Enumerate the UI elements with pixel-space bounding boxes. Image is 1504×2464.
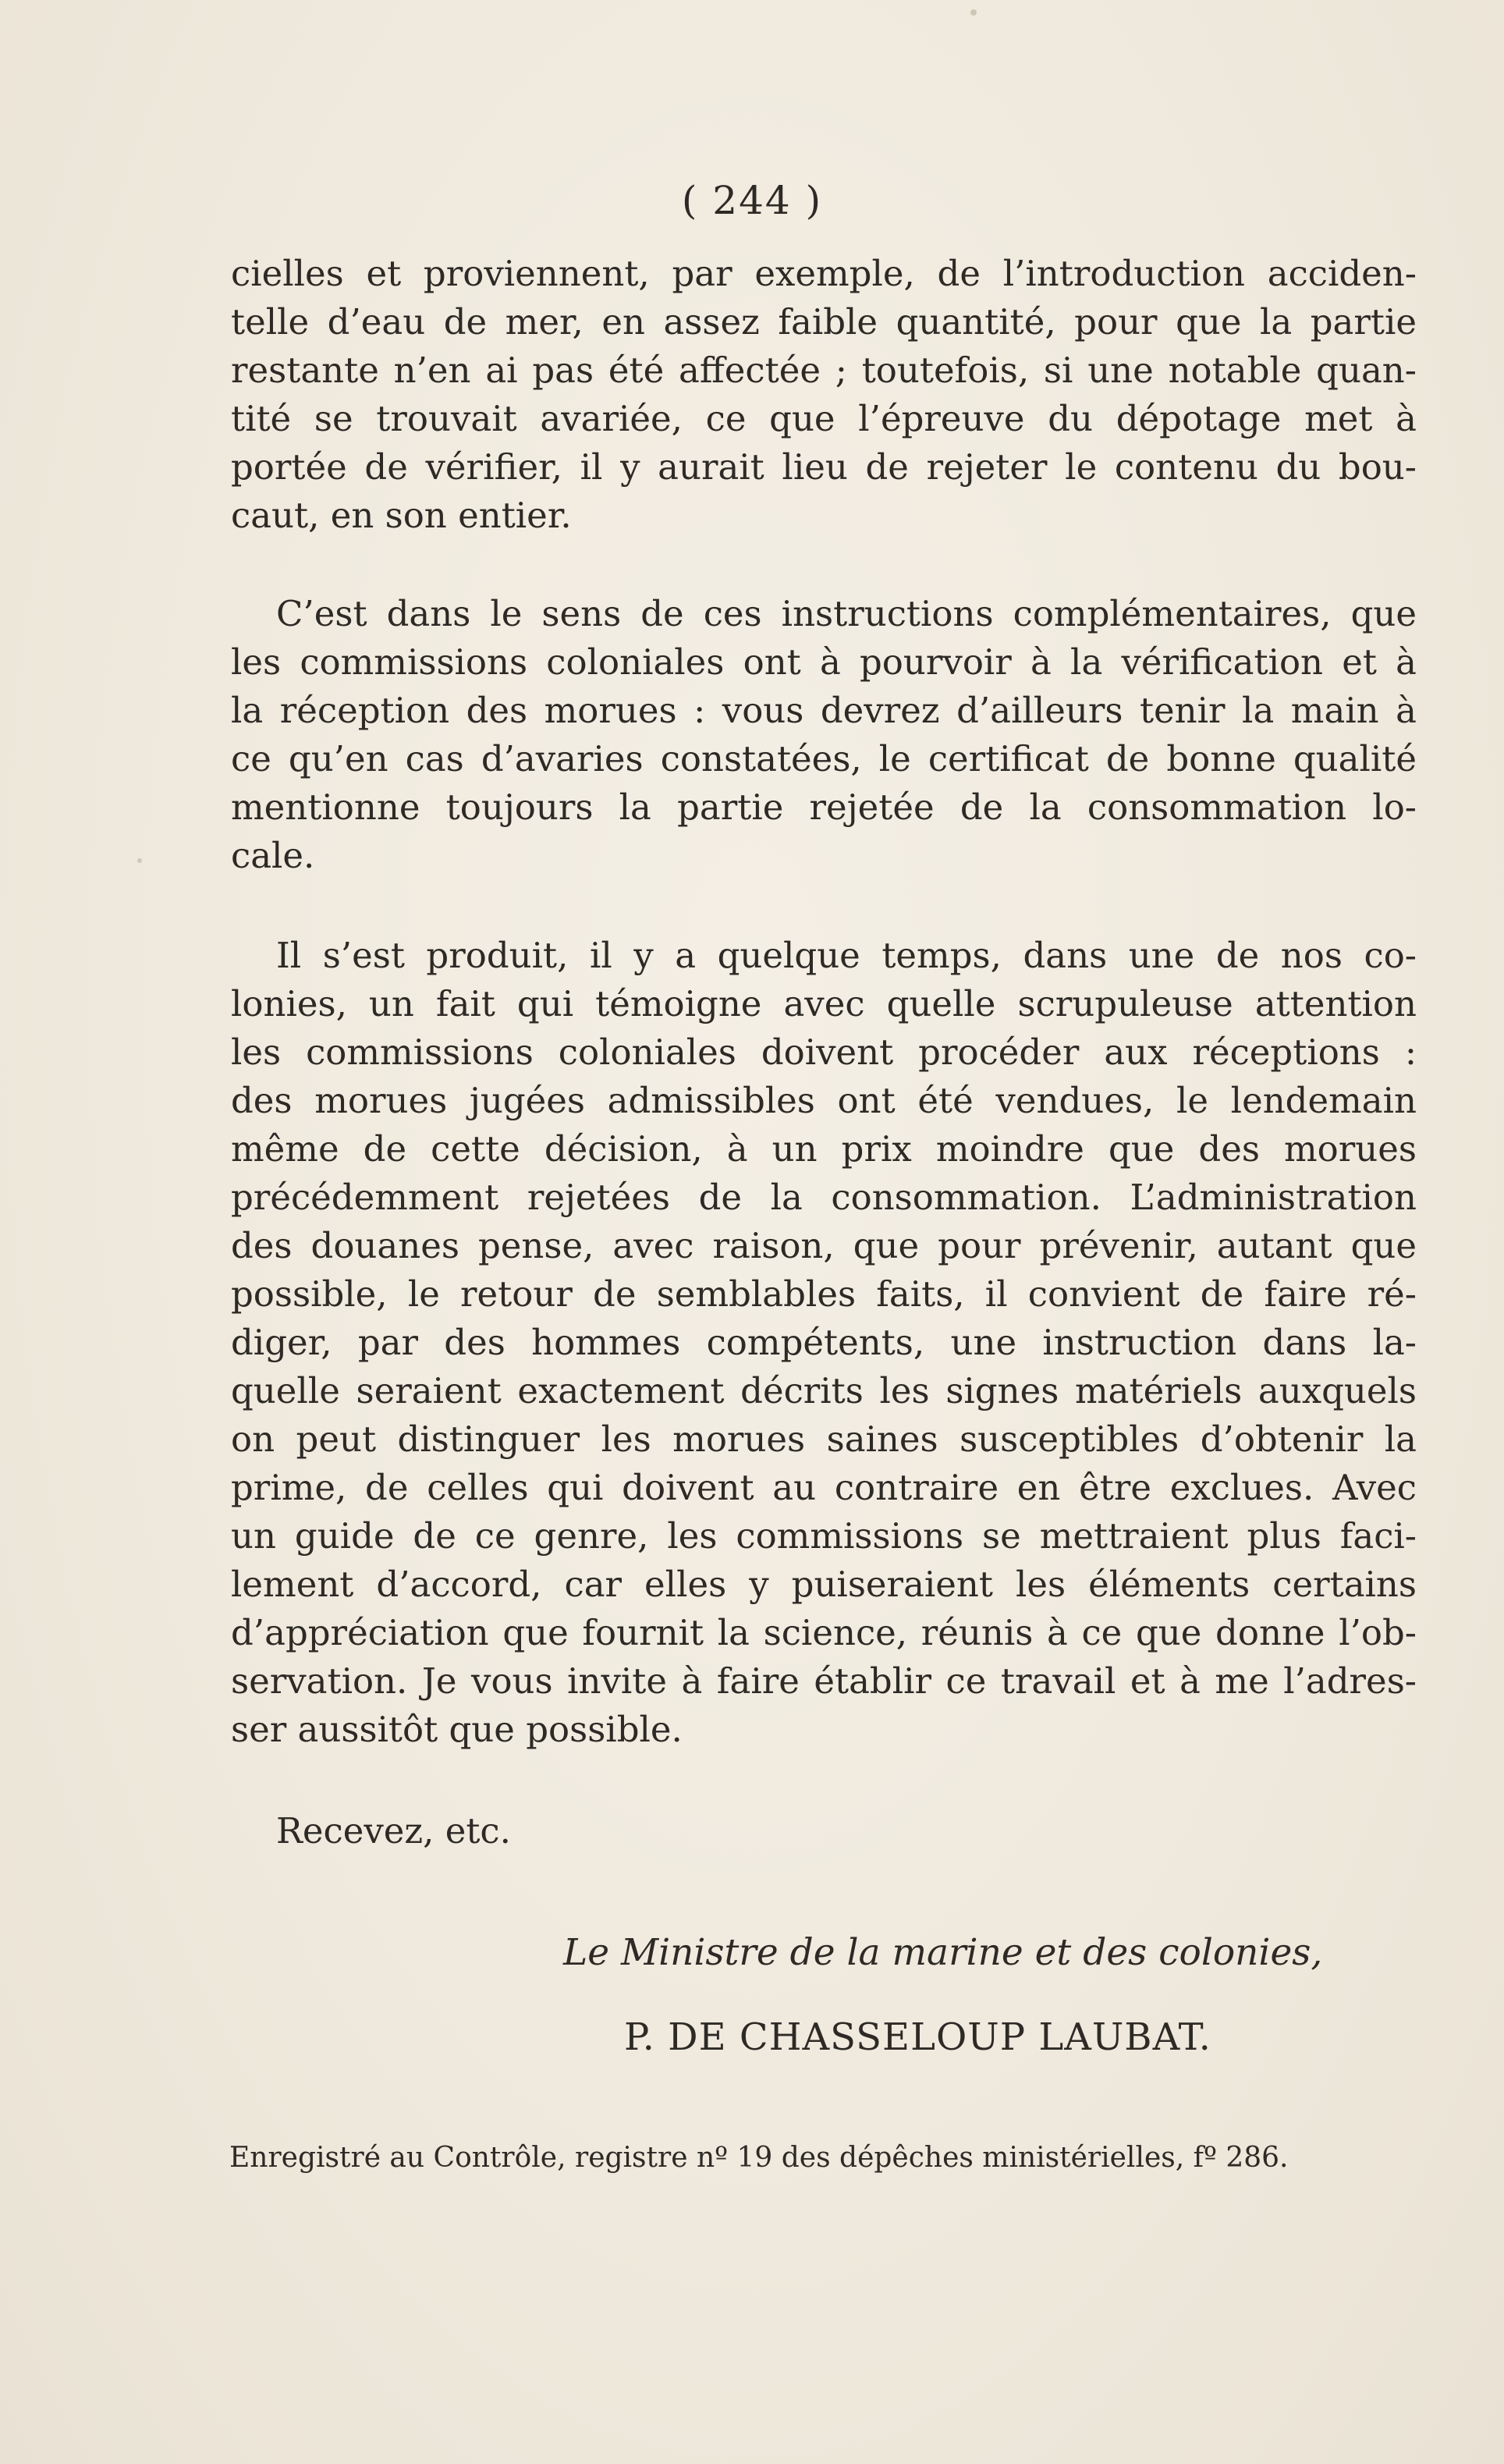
page-number: ( 244 ) bbox=[681, 178, 823, 223]
text-line: la réception des morues : vous devrez d’ailleurs tenir la main à bbox=[231, 690, 1417, 731]
text-line: lement d’accord, car elles y puiseraient les éléments certains bbox=[231, 1564, 1417, 1605]
text-line: quelle seraient exactement décrits les signes matériels auxquels bbox=[231, 1370, 1417, 1411]
text-line: diger, par des hommes compétents, une instruction dans la- bbox=[231, 1322, 1417, 1363]
text-line: C’est dans le sens de ces instructions complémentaires, que bbox=[276, 593, 1417, 634]
signature-name: P. DE CHASSELOUP LAUBAT. bbox=[624, 2015, 1211, 2059]
closing-line: Recevez, etc. bbox=[276, 1810, 511, 1852]
text-line: servation. Je vous invite à faire établir ce travail et à me l’adres- bbox=[231, 1660, 1417, 1702]
text-line: des morues jugées admissibles ont été vendues, le lendemain bbox=[231, 1080, 1417, 1121]
text-line: ser aussitôt que possible. bbox=[231, 1709, 683, 1750]
text-line: un guide de ce genre, les commissions se mettraient plus faci- bbox=[231, 1515, 1417, 1557]
text-line: on peut distinguer les morues saines susceptibles d’obtenir la bbox=[231, 1418, 1417, 1460]
text-line: les commissions coloniales ont à pourvoir à la vérification et à bbox=[231, 641, 1417, 683]
text-line: des douanes pense, avec raison, que pour prévenir, autant que bbox=[231, 1225, 1417, 1266]
text-line: cale. bbox=[231, 835, 315, 876]
text-line: même de cette décision, à un prix moindre que des morues bbox=[231, 1128, 1417, 1170]
paper-speck bbox=[137, 858, 142, 863]
paper-speck bbox=[970, 9, 977, 16]
text-line: les commissions coloniales doivent procéder aux réceptions : bbox=[231, 1031, 1417, 1073]
text-line: d’appréciation que fournit la science, réunis à ce que donne l’ob- bbox=[231, 1612, 1417, 1653]
text-line: portée de vérifier, il y aurait lieu de rejeter le contenu du bou- bbox=[231, 446, 1417, 488]
text-line: telle d’eau de mer, en assez faible quantité, pour que la partie bbox=[231, 301, 1417, 343]
text-line: ce qu’en cas d’avaries constatées, le certificat de bonne qualité bbox=[231, 738, 1417, 779]
text-line: mentionne toujours la partie rejetée de la consommation lo- bbox=[231, 786, 1417, 828]
text-line: tité se trouvait avariée, ce que l’épreuve du dépotage met à bbox=[231, 398, 1417, 439]
text-line: lonies, un fait qui témoigne avec quelle scrupuleuse attention bbox=[231, 983, 1417, 1024]
text-line: caut, en son entier. bbox=[231, 495, 572, 536]
signature-title: Le Ministre de la marine et des colonies, bbox=[563, 1931, 1323, 1974]
text-line: Il s’est produit, il y a quelque temps, dans une de nos co- bbox=[276, 935, 1417, 976]
text-line: restante n’en ai pas été affectée ; toutefois, si une notable quan- bbox=[231, 350, 1417, 391]
text-line: précédemment rejetées de la consommation. L’administration bbox=[231, 1177, 1417, 1218]
registration-note: Enregistré au Contrôle, registre nº 19 des dépêches ministérielles, fº 286. bbox=[229, 2142, 1289, 2174]
text-line: possible, le retour de semblables faits, il convient de faire ré- bbox=[231, 1273, 1417, 1315]
text-line: cielles et proviennent, par exemple, de l’introduction acciden- bbox=[231, 253, 1417, 294]
text-line: prime, de celles qui doivent au contraire en être exclues. Avec bbox=[231, 1467, 1417, 1508]
